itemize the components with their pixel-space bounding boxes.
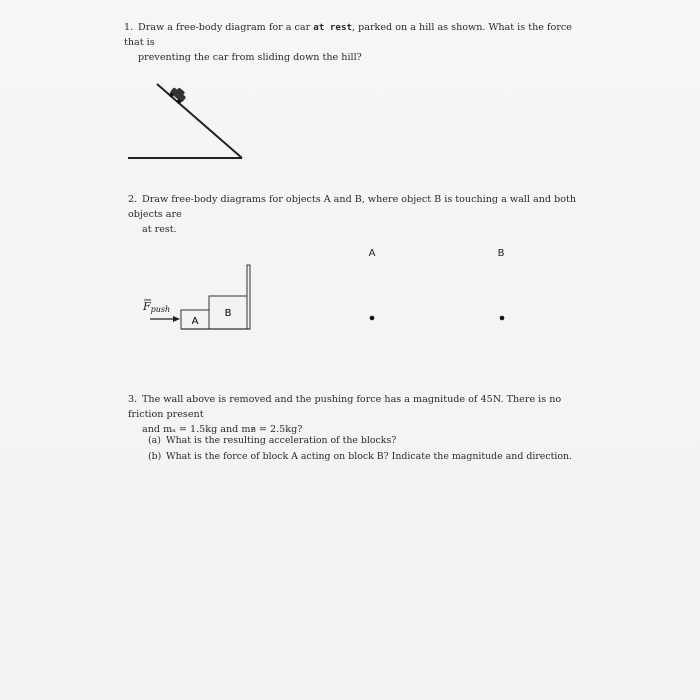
blocks-diagram (142, 248, 505, 329)
part-label: (b) (148, 451, 162, 462)
object-b-heading: B (497, 248, 505, 259)
part-text: What is the resulting acceleration of the blocks? (166, 435, 397, 446)
question-number: 1. (124, 22, 134, 33)
object-b-dot (500, 316, 505, 321)
object-a-dot (370, 316, 375, 321)
question-text: The wall above is removed and the pushing force has a magnitude of 45N. There is no friction present (128, 394, 562, 420)
push-arrow-head (173, 316, 180, 322)
question-text-line2: preventing the car from sliding down the hill? (138, 52, 362, 63)
block-a-label: A (191, 316, 199, 327)
car-icon (168, 85, 189, 105)
question-text-line2: and mₐ = 1.5kg and mʙ = 2.5kg? (142, 424, 303, 435)
part-text: What is the force of block A acting on block B? Indicate the magnitude and direction. (166, 451, 573, 462)
block-b-label: B (224, 308, 232, 319)
question-number: 2. (128, 194, 138, 205)
question-number: 3. (128, 394, 138, 405)
force-label: Fpush (143, 300, 171, 314)
object-a-heading: A (368, 248, 376, 259)
question-text: Draw free-body diagrams for objects A and B, where object B is touching a wall and both objects are (128, 194, 577, 220)
part-label: (a) (148, 435, 161, 446)
question-text: Draw a free-body diagram for a car at rest, parked on a hill as shown. What is the force that is (124, 22, 572, 48)
hill-diagram (128, 84, 242, 158)
question-text-line2: at rest. (142, 224, 177, 235)
